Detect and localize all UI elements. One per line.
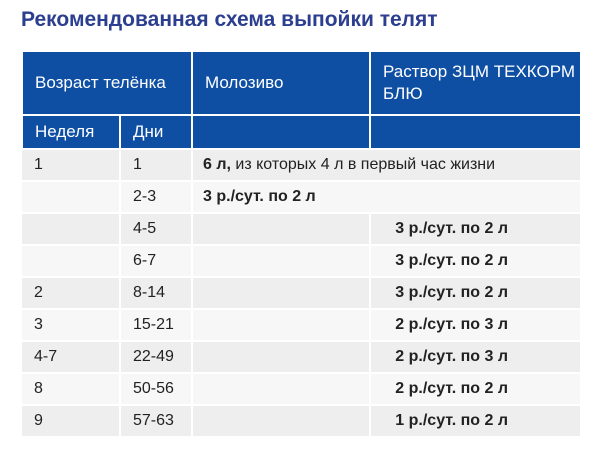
cell-colostrum: [192, 213, 370, 245]
cell-week: 3: [22, 309, 120, 341]
cell-days: 1: [120, 149, 192, 181]
table-row: [22, 149, 581, 181]
cell-milk-replacer: 3 р./сут. по 2 л: [370, 277, 581, 309]
cell-colostrum: [192, 277, 370, 309]
table-row: [22, 405, 581, 437]
feeding-schedule-table: [21, 50, 582, 438]
colostrum-note: из которых 4 л в первый час жизни: [230, 156, 496, 173]
table-row: [22, 373, 581, 405]
cell-colostrum: [192, 181, 581, 213]
cell-colostrum: [192, 341, 370, 373]
cell-milk-replacer: 3 р./сут. по 2 л: [370, 213, 581, 245]
header-colostrum: Молозиво: [192, 51, 370, 115]
cell-colostrum: [192, 149, 581, 181]
cell-colostrum: [192, 373, 370, 405]
cell-colostrum: [192, 405, 370, 437]
page-title: Рекомендованная схема выпойки телят: [21, 8, 438, 31]
table-row: [22, 309, 581, 341]
cell-week: 4-7: [22, 341, 120, 373]
header-days: Дни: [120, 115, 192, 149]
cell-milk-replacer: 2 р./сут. по 3 л: [370, 309, 581, 341]
table-row: [22, 181, 581, 213]
cell-week: [22, 181, 120, 213]
cell-days: 8-14: [120, 277, 192, 309]
cell-milk-replacer: 2 р./сут. по 2 л: [370, 373, 581, 405]
table-row: [22, 213, 581, 245]
table-header-row: [22, 51, 581, 115]
table-row: [22, 277, 581, 309]
cell-milk-replacer: 3 р./сут. по 2 л: [370, 245, 581, 277]
cell-week: 2: [22, 277, 120, 309]
cell-colostrum: [192, 309, 370, 341]
cell-days: 50-56: [120, 373, 192, 405]
cell-week: [22, 245, 120, 277]
table-row: [22, 341, 581, 373]
cell-milk-replacer: 2 р./сут. по 3 л: [370, 341, 581, 373]
cell-milk-replacer: 1 р./сут. по 2 л: [370, 405, 581, 437]
table-row: [22, 245, 581, 277]
colostrum-amount: 6 л,: [203, 156, 231, 173]
header-colostrum-empty: [192, 115, 370, 149]
header-age: Возраст телёнка: [22, 51, 192, 115]
cell-week: [22, 213, 120, 245]
cell-days: 4-5: [120, 213, 192, 245]
cell-week: 9: [22, 405, 120, 437]
cell-week: 1: [22, 149, 120, 181]
header-week: Неделя: [22, 115, 120, 149]
header-milk-replacer: Раствор ЗЦМ ТЕХКОРМ БЛЮ: [370, 51, 581, 115]
cell-days: 6-7: [120, 245, 192, 277]
cell-days: 22-49: [120, 341, 192, 373]
cell-days: 15-21: [120, 309, 192, 341]
cell-days: 2-3: [120, 181, 192, 213]
cell-week: 8: [22, 373, 120, 405]
cell-colostrum: [192, 245, 370, 277]
cell-days: 57-63: [120, 405, 192, 437]
colostrum-amount: 3 р./сут. по 2 л: [203, 188, 316, 205]
header-milk-replacer-empty: [370, 115, 581, 149]
table-subheader-row: [22, 115, 581, 149]
